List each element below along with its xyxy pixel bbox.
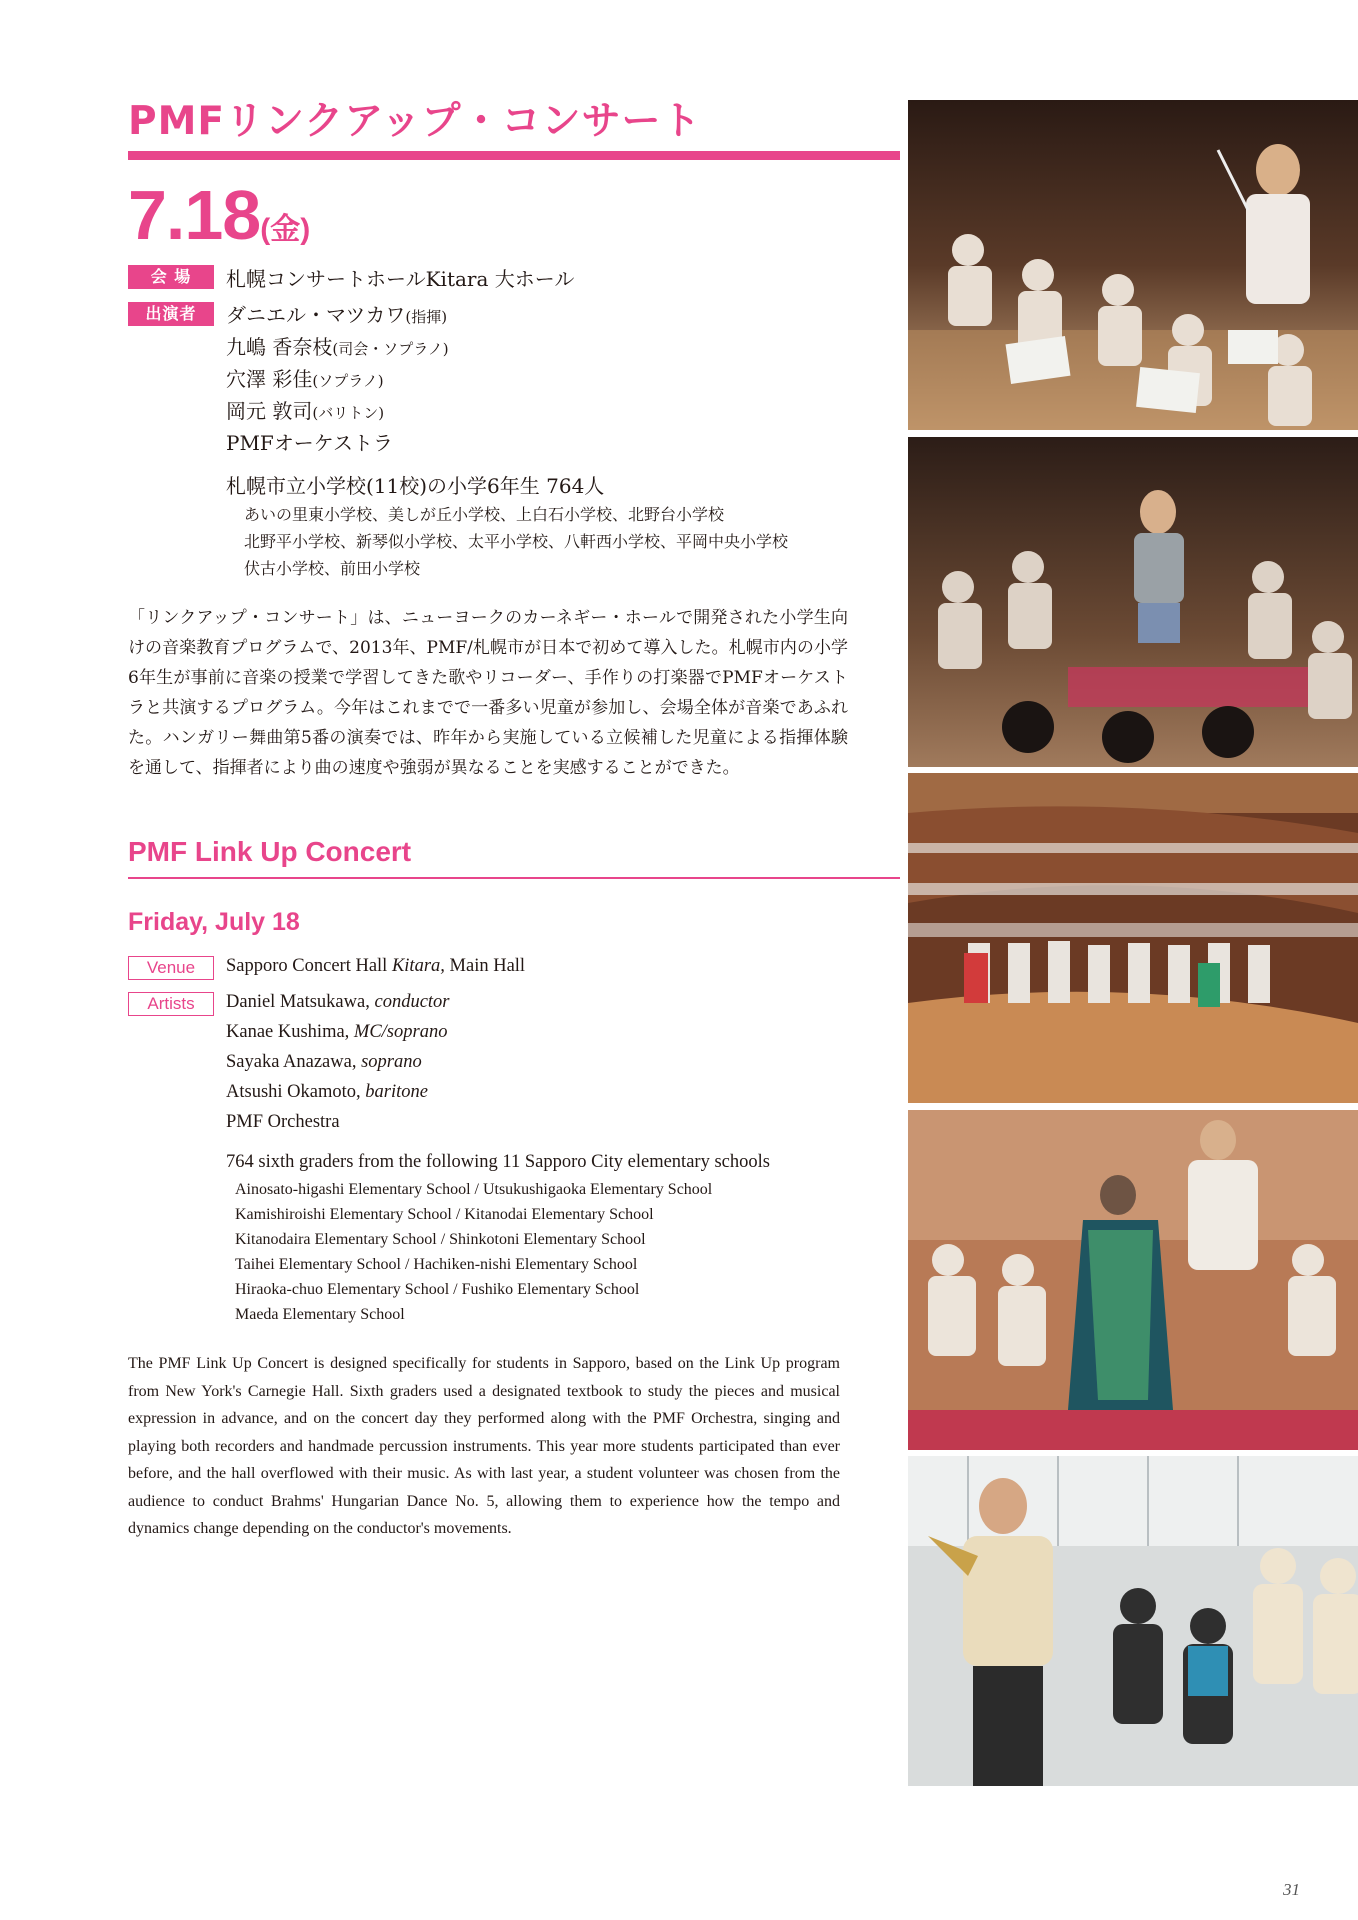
en-artist: Daniel Matsukawa, conductor bbox=[226, 992, 450, 1012]
photo-conductor-rehearsal bbox=[908, 100, 1358, 430]
title-rule bbox=[128, 151, 900, 160]
photo-student-conductor bbox=[908, 437, 1358, 767]
jp-students-heading: 札幌市立小学校(11校)の小学6年生 764人 bbox=[226, 474, 605, 498]
jp-artist: PMFオーケストラ bbox=[226, 431, 394, 455]
en-artists-label: Artists bbox=[128, 992, 214, 1016]
en-artist: Atsushi Okamoto, baritone bbox=[226, 1082, 428, 1102]
en-venue-row bbox=[128, 956, 214, 980]
jp-date-number: 7.18 bbox=[128, 176, 261, 254]
jp-artist: 岡元 敦司(バリトン) bbox=[226, 399, 385, 423]
photo-hall-audience bbox=[908, 773, 1358, 1103]
en-school-line: Taihei Elementary School / Hachiken-nishi Elementary School bbox=[235, 1256, 638, 1273]
jp-title: PMFリンクアップ・コンサート bbox=[128, 99, 702, 144]
en-students-heading: 764 sixth graders from the following 11 Sapporo City elementary schools bbox=[226, 1152, 770, 1172]
jp-artists-label: 出演者 bbox=[128, 302, 214, 326]
jp-date-weekday: (金) bbox=[260, 213, 311, 246]
en-title-rule bbox=[128, 877, 900, 879]
photo-lobby-musicians bbox=[908, 1456, 1358, 1786]
jp-artist: ダニエル・マツカワ(指揮) bbox=[226, 303, 448, 327]
en-artist: Sayaka Anazawa, soprano bbox=[226, 1052, 422, 1072]
jp-paragraph: 「リンクアップ・コンサート」は、ニューヨークのカーネギー・ホールで開発された小学生向けの音楽教育プログラムで、2013年、PMF/札幌市が日本で初めて導入した。札幌市内の小学6年生が事前に音楽の授業で学習してきた歌やリコーダー、手作りの打楽器でPMFオーケストラと共演するプログラム。今年はこれまでで一番多い児童が参加し、会場全体が音楽であふれた。ハンガリー舞曲第5番の演奏では、昨年から実施している立候補した児童による指揮体験を通して、指揮者により曲の速度や強弱が異なることを実感することができた。 bbox=[128, 608, 848, 778]
en-school-line: Maeda Elementary School bbox=[235, 1306, 405, 1323]
jp-date bbox=[128, 176, 311, 254]
jp-artist: 九嶋 香奈枝(司会・ソプラノ) bbox=[226, 335, 449, 359]
jp-venue-label: 会 場 bbox=[128, 265, 214, 289]
en-venue: Sapporo Concert Hall Kitara, Main Hall bbox=[226, 956, 526, 976]
en-artist: Kanae Kushima, MC/soprano bbox=[226, 1022, 448, 1042]
page-number: 31 bbox=[1283, 1880, 1300, 1899]
jp-school-line: あいの里東小学校、美しが丘小学校、上白石小学校、北野台小学校 bbox=[244, 505, 725, 524]
en-school-line: Kitanodaira Elementary School / Shinkotoni Elementary School bbox=[235, 1231, 646, 1248]
photo-costumed-performer bbox=[908, 1110, 1358, 1450]
en-title: PMF Link Up Concert bbox=[128, 836, 412, 867]
en-paragraph: The PMF Link Up Concert is designed specifically for students in Sapporo, based on the Link Up program from New York's Carnegie Hall. Sixth graders used a designated textbook to study the pieces and musical expression in advance, and on the concert day they performed along with the PMF Orchestra, singing and playing both recorders and handmade percussion instruments. This year more students participated than ever before, and the hall overflowed with their music. As with last year, a student volunteer was chosen from the audience to conduct Brahms' Hungarian Dance No. 5, allowing them to experience how the tempo and dynamics change depending on the conductor's movements. bbox=[128, 1355, 840, 1537]
en-date: Friday, July 18 bbox=[128, 908, 300, 936]
en-venue-label: Venue bbox=[128, 956, 214, 980]
jp-school-line: 伏古小学校、前田小学校 bbox=[244, 559, 421, 578]
en-school-line: Hiraoka-chuo Elementary School / Fushiko Elementary School bbox=[235, 1281, 640, 1298]
en-artists-row bbox=[128, 992, 214, 1016]
jp-artists-row bbox=[128, 302, 214, 326]
en-school-line: Kamishiroishi Elementary School / Kitanodai Elementary School bbox=[235, 1206, 654, 1223]
jp-artist: 穴澤 彩佳(ソプラノ) bbox=[226, 367, 384, 391]
jp-venue-row bbox=[128, 265, 214, 289]
en-school-line: Ainosato-higashi Elementary School / Utsukushigaoka Elementary School bbox=[235, 1181, 713, 1198]
jp-school-line: 北野平小学校、新琴似小学校、太平小学校、八軒西小学校、平岡中央小学校 bbox=[244, 532, 789, 551]
jp-venue: 札幌コンサートホールKitara 大ホール bbox=[226, 267, 575, 291]
en-artist: PMF Orchestra bbox=[226, 1112, 340, 1132]
